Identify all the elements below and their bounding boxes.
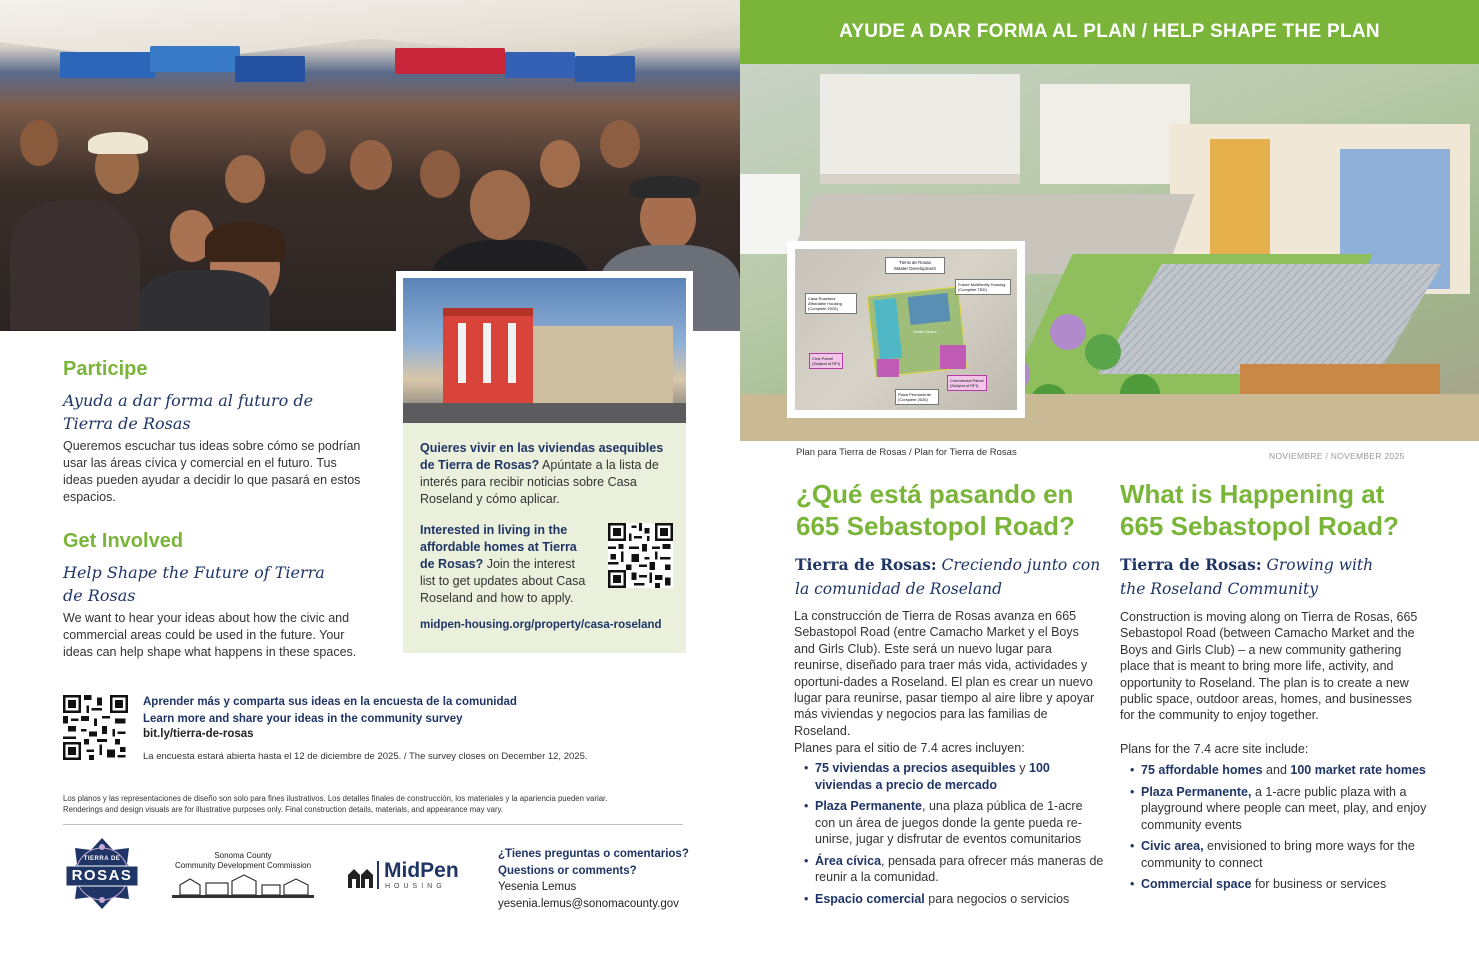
survey-closes-note: La encuesta estará abierta hasta el 12 de diciembre de 2025. / The survey closes on December 12, 2025. [143,751,588,762]
contact-name: Yesenia Lemus [498,881,577,893]
disclaimer [63,793,683,815]
english-title-line2: 665 Sebastopol Road? [1120,511,1399,541]
english-body: Construction is moving along on Tierra de Rosas, 665 Sebastopol Road (between Camacho Market and the Boys and Girls Club) – a new community gathering place that is meant to bring more life, activity, and opportunity to Roseland. The plan is to create a new public space, outdoor areas, homes, and businesses for the community to enjoy together. [1120,610,1418,723]
site-map-label-plaza: Plaza Permanente (Complete 2026) [895,389,939,405]
footer-divider [63,824,683,825]
english-sub-bold: Tierra de Rosas: [1120,555,1262,574]
spanish-title-line1: ¿Qué está pasando en [796,479,1074,509]
english-plans-intro: Plans for the 7.4 acre site include: [1120,742,1309,756]
housing-qr-code[interactable] [608,523,673,588]
spanish-bullet-1-bold2: 100 viviendas a precio de mercado [815,761,1050,792]
casa-roseland-photo [403,278,686,423]
spanish-bullet-1-text: y [1015,761,1030,775]
spanish-title-line2: 665 Sebastopol Road? [796,511,1075,541]
spanish-plan-item [794,760,1104,793]
survey-link[interactable]: bit.ly/tierra-de-rosas [143,728,254,740]
housing-text-en-bold: Interested in living in the affordable homes at Tierra de Rosas? [420,523,577,571]
spanish-bullet-2-bold: Plaza Permanente [815,799,922,813]
spanish-sub-italic-1: Creciendo junto con [936,556,1101,574]
sonoma-county-logo [172,851,314,902]
english-bullet-1-bold2: 100 market rate homes [1290,763,1426,777]
english-bullet-1-text: and [1262,763,1291,777]
housing-info-box [403,423,686,653]
get-involved-subtitle-line1: Help Shape the Future of Tierra [63,563,325,582]
survey-text [143,694,517,728]
housing-text-es-bold: Quieres vivir en las viviendas asequibles de Tierra de Rosas? [420,441,664,472]
english-plan-item [1120,762,1430,779]
midpen-wordmark: MidPen [384,859,459,882]
housing-text-en-rest: Join the interest list to get updates about Casa Roseland and how to apply. [420,557,586,605]
english-subtitle [1120,553,1430,601]
spanish-sub-bold: Tierra de Rosas: [795,555,937,574]
english-bullet-1-bold: 75 affordable homes [1141,763,1263,777]
contact-question-es: ¿Tienes preguntas o comentarios? [498,848,689,860]
spanish-title [796,478,1106,542]
english-bullet-4-text: for business or services [1251,877,1387,891]
sonoma-line2: Community Development Commission [174,861,312,870]
site-map-label-casa: Casa Roseland Affordable Housing (Complete 2026) [805,293,857,314]
site-map-label-commercial: Commercial Parcel (Subject of RFI) [947,375,987,391]
english-bullet-4-bold: Commercial space [1141,877,1252,891]
spanish-bullet-1-bold: 75 viviendas a precios asequibles [815,761,1016,775]
english-plan-item [1120,876,1430,893]
get-involved-subtitle [63,561,363,607]
survey-qr-code[interactable] [63,695,128,760]
survey-line-en: Learn more and share your ideas in the community survey [143,713,463,725]
spanish-plan-list [794,760,1104,912]
spanish-plans-intro: Planes para el sitio de 7.4 acres incluyen: [794,741,1025,755]
spanish-bullet-4-text: para negocios o servicios [924,891,1070,906]
midpen-housing-text: HOUSING [385,883,446,890]
tierra-logo-top-text: TIERRA DE [83,856,121,862]
english-bullet-2-bold: Plaza Permanente, [1141,784,1252,799]
housing-text-en [420,522,592,607]
contact-email[interactable]: yesenia.lemus@sonomacounty.gov [498,897,679,910]
site-map-label-civic: Civic Parcel (Subject of RFI) [809,353,843,369]
sonoma-skyline-icon [172,873,314,899]
disclaimer-en: Renderings and design visuals are for illustrative purposes only. Final construction details, materials, and appearance may vary. [63,805,504,814]
sonoma-line1: Sonoma County [214,851,272,860]
spanish-plan-item [794,891,1104,908]
plan-caption: Plan para Tierra de Rosas / Plan for Tierra de Rosas [796,447,1017,458]
site-map-label-future: Future Multifamily Housing (Complete TBD) [955,279,1011,295]
spanish-plan-item [794,853,1104,886]
housing-url-link[interactable]: midpen-housing.org/property/casa-roseland [420,619,662,631]
english-sub-italic-2: the Roseland Community [1120,580,1318,598]
english-sub-italic-1: Growing with [1261,556,1374,574]
participe-subtitle [63,389,363,435]
help-shape-banner: AYUDE A DAR FORMA AL PLAN / HELP SHAPE THE PLAN [740,0,1479,64]
english-title [1120,478,1440,542]
spanish-subtitle [795,553,1105,601]
survey-line-es: Aprender más y comparta sus ideas en la encuesta de la comunidad [143,696,517,708]
contact-block [498,846,689,912]
get-involved-body: We want to hear your ideas about how the civic and commercial areas could be used in the future. Your ideas can help shape what happens in these spaces. [63,611,357,659]
english-title-line1: What is Happening at [1120,479,1385,509]
spanish-bullet-3-text: , pensada para ofrecer más maneras de reunir a la comunidad. [815,853,1104,884]
site-map-title-line1: Tierra de Rosas [899,260,931,265]
tierra-de-rosas-logo [63,836,141,911]
participe-subtitle-line1: Ayuda a dar forma al futuro de [63,391,314,410]
get-involved-heading: Get Involved [63,530,184,552]
english-plan-item [1120,784,1430,834]
contact-question-en: Questions or comments? [498,864,637,877]
english-bullet-2-text: a 1-acre public plaza with a playground where people can meet, play, and enjoy community events [1141,784,1427,832]
participe-body: Queremos escuchar tus ideas sobre cómo se podrían usar las áreas cívica y comercial en el futuro. Tus ideas pueden ayudar a decidir lo que pasará en estos espacios. [63,439,361,504]
spanish-plan-item [794,798,1104,848]
participe-subtitle-line2: Tierra de Rosas [63,414,191,433]
get-involved-subtitle-line2: de Rosas [63,586,136,605]
english-bullet-3-text: envisioned to bring more ways for the community to connect [1141,839,1415,870]
disclaimer-es: Los planos y las representaciones de diseño son solo para fines ilustrativos. Los detalles finales de construcción, los materiales y la apariencia pueden variar. [63,794,608,803]
spanish-bullet-4-bold: Espacio comercial [815,891,925,906]
site-map-title [885,257,945,274]
midpen-house-icon [347,863,375,889]
site-map-title-line2: Master Development [894,265,936,271]
site-map-label-green: Green Space [913,329,937,334]
midpen-housing-logo [347,861,472,891]
housing-text-es [420,440,670,508]
site-map-inset [787,241,1025,418]
english-plan-list [1120,762,1430,898]
spanish-bullet-2-text: , una plaza pública de 1-acre con un área de juegos donde la gente pueda re-unirse, jugar y disfrutar de eventos comunitarios [815,799,1083,846]
tierra-logo-main-text: ROSAS [71,867,133,884]
english-plan-item [1120,838,1430,871]
spanish-bullet-3-bold: Área cívica [815,853,882,868]
participe-heading: Participe [63,358,148,380]
spanish-sub-italic-2: la comunidad de Roseland [795,580,1003,598]
english-bullet-3-bold: Civic area, [1141,839,1204,853]
spanish-body: La construcción de Tierra de Rosas avanza en 665 Sebastopol Road (entre Camacho Market y el Boys and Girls Club). Este será un nuevo lugar para reunirse, diseñado para traer más vida, actividades y oportuni-dades a Roseland. El plan es crear un nuevo lugar para reunirse, pasar tiempo al aire libre y apoyar más viviendas y negocios para las familias de Roseland. [794,609,1095,738]
issue-date: NOVIEMBRE / NOVEMBER 2025 [1269,451,1405,461]
housing-text-es-rest: Apúntate a la lista de interés para recibir noticias sobre Casa Roseland y cómo aplicar. [420,458,659,506]
